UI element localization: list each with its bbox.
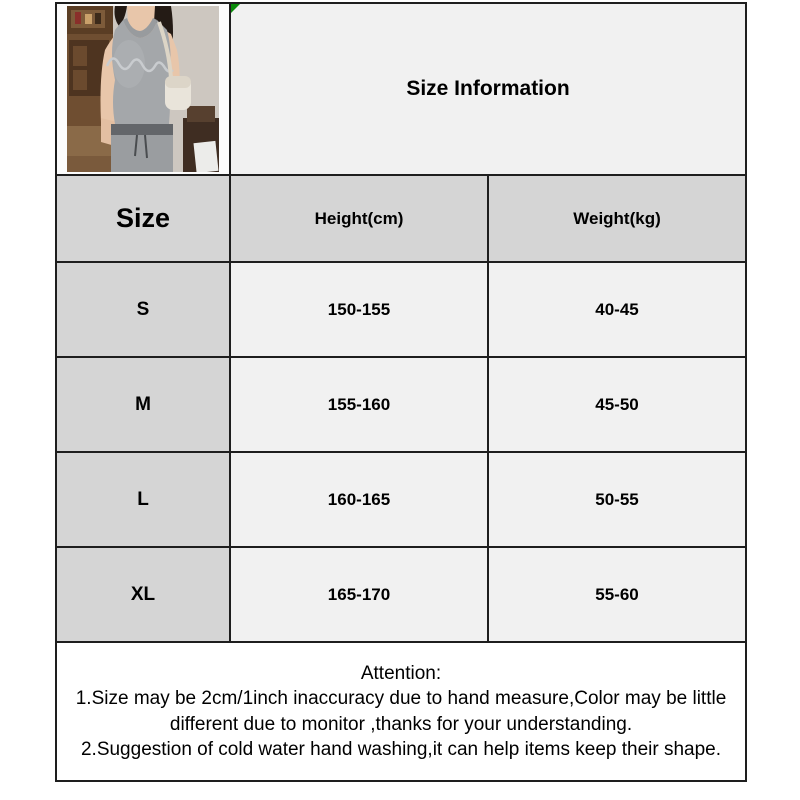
weight-value: 40-45 [488,262,746,357]
table-row-m [56,357,746,452]
model-photo-illustration [67,6,219,172]
table-row-s [56,262,746,357]
size-label: L [56,452,230,547]
product-photo [67,6,219,172]
product-photo-cell [56,3,230,175]
height-value: 150-155 [230,262,488,357]
height-value: 165-170 [230,547,488,642]
size-information-title-cell [230,3,746,175]
attention-note-1: 1.Size may be 2cm/1inch inaccuracy due to hand measure,Color may be little [75,688,727,709]
skirt [111,124,173,172]
attention-notes [56,642,746,781]
white-object [193,141,218,172]
weight-value: 45-50 [488,357,746,452]
column-header-size: Size [56,175,230,262]
page-title: Size Information [406,77,570,100]
size-label: S [56,262,230,357]
column-header-height: Height(cm) [230,175,488,262]
weight-value: 55-60 [488,547,746,642]
column-header-weight: Weight(kg) [488,175,746,262]
attention-heading: Attention: [360,662,442,684]
size-table [55,2,747,782]
column-header-row [56,175,746,262]
height-value: 155-160 [230,357,488,452]
top-row [56,3,746,175]
size-label: M [56,357,230,452]
attention-note-2: 2.Suggestion of cold water hand washing,it can help items keep their shape. [80,739,722,760]
weight-value: 50-55 [488,452,746,547]
height-value: 160-165 [230,452,488,547]
attention-row [56,642,746,781]
table-row-l [56,452,746,547]
green-corner-marker-icon [231,4,240,13]
table-row-xl [56,547,746,642]
attention-note-1-continued: different due to monitor ,thanks for your understanding. [169,713,633,735]
size-label: XL [56,547,230,642]
